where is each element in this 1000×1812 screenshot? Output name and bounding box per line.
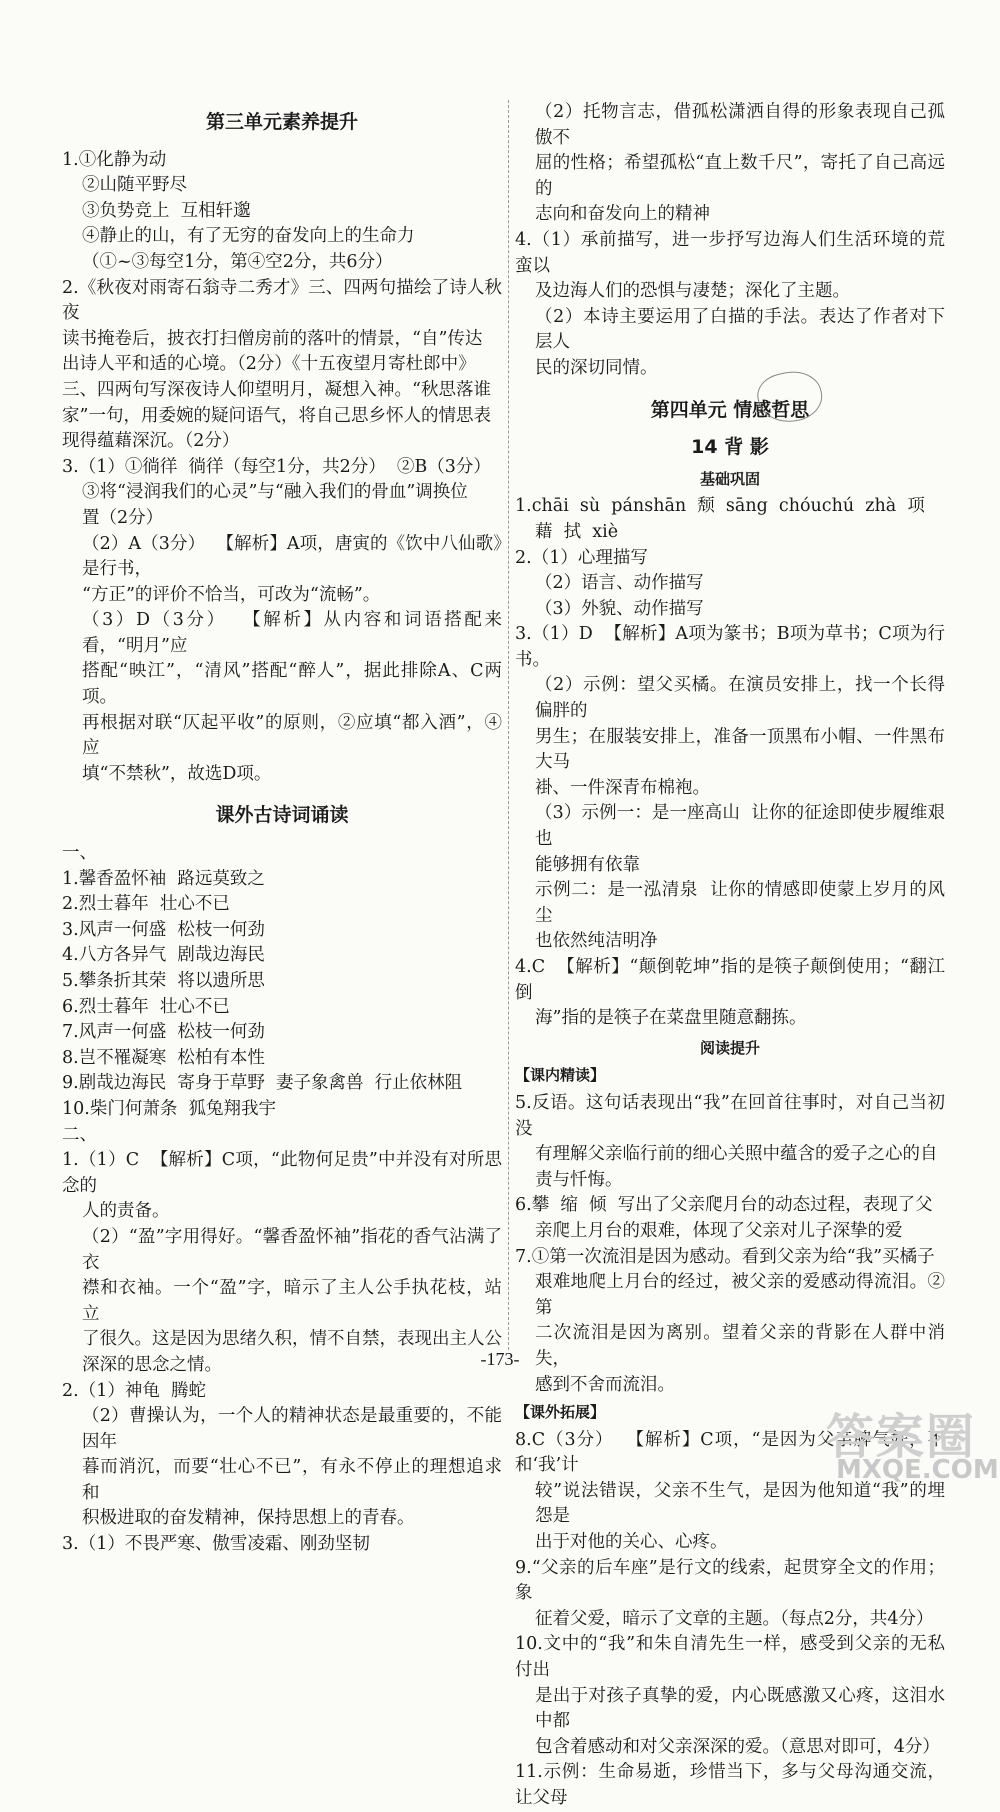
text-line: 2.烈士暮年 壮心不已 <box>62 894 230 915</box>
basic-block <box>515 494 945 1031</box>
text-line: 民的深切同情。 <box>535 357 658 378</box>
text-line: （3）示例一：是一座高山 让你的征途即使步履维艰也 <box>535 803 945 850</box>
text-line: 深深的思念之情。 <box>82 1354 222 1375</box>
text-line: 7.①第一次流泪是因为感动。看到父亲为给“我”买橘子 <box>515 1246 935 1267</box>
part2-label: 二、 <box>62 1124 97 1145</box>
text-line: 屈的性格；希望孤松“直上数千尺”，寄托了自己高远的 <box>535 153 945 199</box>
text-line: 男生；在服装安排上，准备一顶黑布小帽、一件黑布大马 <box>535 726 945 773</box>
text-line: ③将“浸润我们的心灵”与“融入我们的骨血”调换位 <box>82 482 468 503</box>
q2-block <box>62 276 502 455</box>
continued-block <box>515 100 945 382</box>
text-line: 了很久。这是因为思绪久积，情不自禁，表现出主人公 <box>82 1329 502 1350</box>
text-line: 6.烈士暮年 壮心不已 <box>62 996 230 1017</box>
text-line: 三、四两句写深夜诗人仰望明月，凝想入神。“秋思落谁 <box>62 379 491 400</box>
text-line: 置（2分） <box>82 507 164 528</box>
text-line: 11.示例：生命易逝，珍惜当下，多与父母沟通交流，让父母 <box>515 1762 945 1808</box>
text-line: 填“不禁秋”，故选D项。 <box>82 763 272 784</box>
text-line: （2）托物言志，借孤松潇洒自得的形象表现自己孤傲不 <box>535 102 945 148</box>
text-line: 9.剧哉边海民 寄身于草野 妻子象禽兽 行止依林阻 <box>62 1073 463 1094</box>
left-column <box>62 100 502 1558</box>
part1-label: 一、 <box>62 843 97 864</box>
text-line: 10.文中的“我”和朱自清先生一样，感受到父亲的无私付出 <box>515 1634 945 1681</box>
text-line: 5.攀条折其荣 将以遗所思 <box>62 971 265 991</box>
text-line: （2）本诗主要运用了白描的手法。表达了作者对下层人 <box>535 306 945 353</box>
text-line: 1.chāi sù pánshān 颓 sāng chóuchú zhà 项 <box>515 496 925 517</box>
text-line: ④静止的山，有了无穷的奋发向上的生命力 <box>82 226 415 247</box>
watermark-url: MXQE.COM <box>836 1455 999 1485</box>
text-line: 7.风声一何盛 松枝一何劲 <box>62 1022 265 1043</box>
text-line: 出诗人平和适的心境。（2分）《十五夜望月寄杜郎中》 <box>62 354 476 375</box>
column-divider <box>508 100 509 1350</box>
text-line: 是出于对孩子真挚的爱，内心既感激又心疼，这泪水中都 <box>535 1685 945 1732</box>
text-line: 4.（1）承前描写，进一步抒写边海人们生活环境的荒蛮以 <box>515 229 945 276</box>
text-line: 3.（1）不畏严寒、傲雪凌霜、刚劲坚韧 <box>62 1534 370 1555</box>
text-line: 5.反语。这句话表现出“我”在回首往事时，对自己当初没 <box>515 1092 945 1139</box>
text-line: （2）A（3分） 【解析】A项，唐寅的《饮中八仙歌》是行书， <box>82 533 502 580</box>
text-line: 再根据对联“仄起平收”的原则，②应填“都入酒”，④应 <box>82 712 502 759</box>
text-line: 有理解父亲临行前的细心关照中蕴含的爱子之心的自 <box>535 1144 938 1165</box>
text-line: 海”指的是筷子在菜盘里随意翻拣。 <box>535 1008 807 1029</box>
part1-block <box>62 867 502 1123</box>
text-line: （2）“盈”字用得好。“馨香盈怀袖”指花的香气沾满了衣 <box>82 1226 502 1273</box>
text-line: 艰难地爬上月台的经过，被父亲的爱感动得流泪。②第 <box>535 1272 945 1318</box>
lesson-title: 14 背 影 <box>691 436 769 459</box>
text-line: 也依然纯洁明净 <box>535 931 658 952</box>
text-line: 藉 拭 xiè <box>535 521 619 542</box>
inclass-label: 【课内精读】 <box>515 1066 606 1085</box>
text-line: 1.馨香盈怀袖 路远莫致之 <box>62 868 265 889</box>
text-line: 较”说法错误，父亲不生气，是因为他知道“我”的埋怨是 <box>535 1480 945 1527</box>
page-number: -173- <box>480 1349 520 1369</box>
unit4-title: 第四单元 情感哲思 <box>650 398 810 421</box>
text-line: 读书掩卷后，披衣打扫僧房前的落叶的情景，“自”传达 <box>62 328 483 349</box>
outclass-label: 【课外拓展】 <box>515 1403 606 1422</box>
text-line: ②山随平野尽 <box>82 175 187 196</box>
reading-label: 阅读提升 <box>699 1038 760 1057</box>
text-line: （2）示例：望父买橘。在演员安排上，找一个长得偏胖的 <box>535 675 945 722</box>
text-line: 3.（1）①徜徉 徜徉（每空1分，共2分） ②B（3分） <box>62 456 491 477</box>
text-line: 褂、一件深青布棉袍。 <box>535 777 710 798</box>
text-line: （3）D（3分） 【解析】从内容和词语搭配来看，“明月”应 <box>82 610 502 656</box>
text-line: 积极进取的奋发精神，保持思想上的青春。 <box>82 1508 415 1529</box>
text-line: 搭配“映江”，“清风”搭配“醉人”，据此排除A、C两项。 <box>82 661 502 708</box>
unit3-title: 第三单元素养提升 <box>205 111 358 133</box>
text-line: （2）语言、动作描写 <box>535 573 704 594</box>
text-line: 感到不舍而流泪。 <box>535 1374 675 1395</box>
text-line: 出于对他的关心、心疼。 <box>535 1532 728 1553</box>
text-line: 人的责备。 <box>82 1201 170 1222</box>
watermark-logo: 答案圈 <box>826 1409 977 1465</box>
q1-block <box>62 148 502 276</box>
text-line: （3）外貌、动作描写 <box>535 598 704 619</box>
basic-label: 基础巩固 <box>699 469 760 488</box>
text-line: 志向和奋发向上的精神 <box>535 204 710 225</box>
text-line: 现得蕴藉深沉。（2分） <box>62 431 240 452</box>
text-line: 8.C（3分） 【解析】C项，“是因为父亲脾气好，不和‘我’计 <box>515 1429 945 1476</box>
text-line: 6.攀 缩 倾 写出了父亲爬月台的动态过程，表现了父 <box>515 1195 933 1216</box>
outclass-block <box>515 1428 945 1812</box>
text-line: 10.柴门何萧条 狐兔翔我宇 <box>62 1098 276 1119</box>
extra-poems-title: 课外古诗词诵读 <box>215 804 349 827</box>
text-line: 亲爬上月台的艰难，体现了父亲对儿子深挚的爱 <box>535 1220 903 1241</box>
right-column <box>515 100 945 1812</box>
text-line: 2.（1）心理描写 <box>515 547 648 568</box>
text-line: 家”一句，用委婉的疑问语气，将自己思乡怀人的情思表 <box>62 405 491 426</box>
text-line: 包含着感动和对父亲深深的爱。（意思对即可，4分） <box>535 1736 940 1757</box>
text-line: 8.岂不罹凝寒 松柏有本性 <box>62 1047 265 1068</box>
text-line: 1.（1）C 【解析】C项，“此物何足贵”中并没有对所思念的 <box>62 1150 502 1196</box>
text-line: 能够拥有依靠 <box>535 854 640 875</box>
text-line: 示例二：是一泓清泉 让你的情感即使蒙上岁月的风尘 <box>535 880 945 926</box>
text-line: 4.C 【解析】“颠倒乾坤”指的是筷子颠倒使用；“翻江倒 <box>515 957 945 1003</box>
text-line: 2.（1）神龟 腾蛇 <box>62 1380 206 1401</box>
text-line: （2）曹操认为，一个人的精神状态是最重要的，不能因年 <box>82 1406 502 1452</box>
text-line: “方正”的评价不恰当，可改为“流畅”。 <box>82 584 381 605</box>
text-line: 征着父爱，暗示了文章的主题。（每点2分，共4分） <box>535 1608 934 1629</box>
text-line: 3.（1）D 【解析】A项为篆书；B项为草书；C项为行书。 <box>515 624 945 670</box>
text-line: ③负势竞上 互相轩邈 <box>82 200 251 221</box>
text-line: （①~③每空1分，第④空2分，共6分） <box>82 251 393 272</box>
text-line: 及边海人们的恐惧与凄楚；深化了主题。 <box>535 281 850 302</box>
text-line: 二次流泪是因为离别。望着父亲的背影在人群中消失， <box>535 1323 945 1369</box>
text-line: 4.八方各异气 剧哉边海民 <box>62 945 265 966</box>
text-line: 3.风声一何盛 松枝一何劲 <box>62 919 265 940</box>
text-line: 责与忏悔。 <box>535 1169 623 1190</box>
text-line: 暮而消沉，而要“壮心不已”，有永不停止的理想追求和 <box>82 1457 502 1503</box>
text-line: 2.《秋夜对雨寄石翁寺二秀才》三、四两句描绘了诗人秋夜 <box>62 277 502 324</box>
q3-block <box>62 455 502 788</box>
text-line: 1.①化静为动 <box>62 149 167 170</box>
text-line: 9.“父亲的后车座”是行文的线索，起贯穿全文的作用；象 <box>515 1557 945 1604</box>
text-line: 襟和衣袖。一个“盈”字，暗示了主人公手执花枝，站立 <box>82 1278 502 1324</box>
